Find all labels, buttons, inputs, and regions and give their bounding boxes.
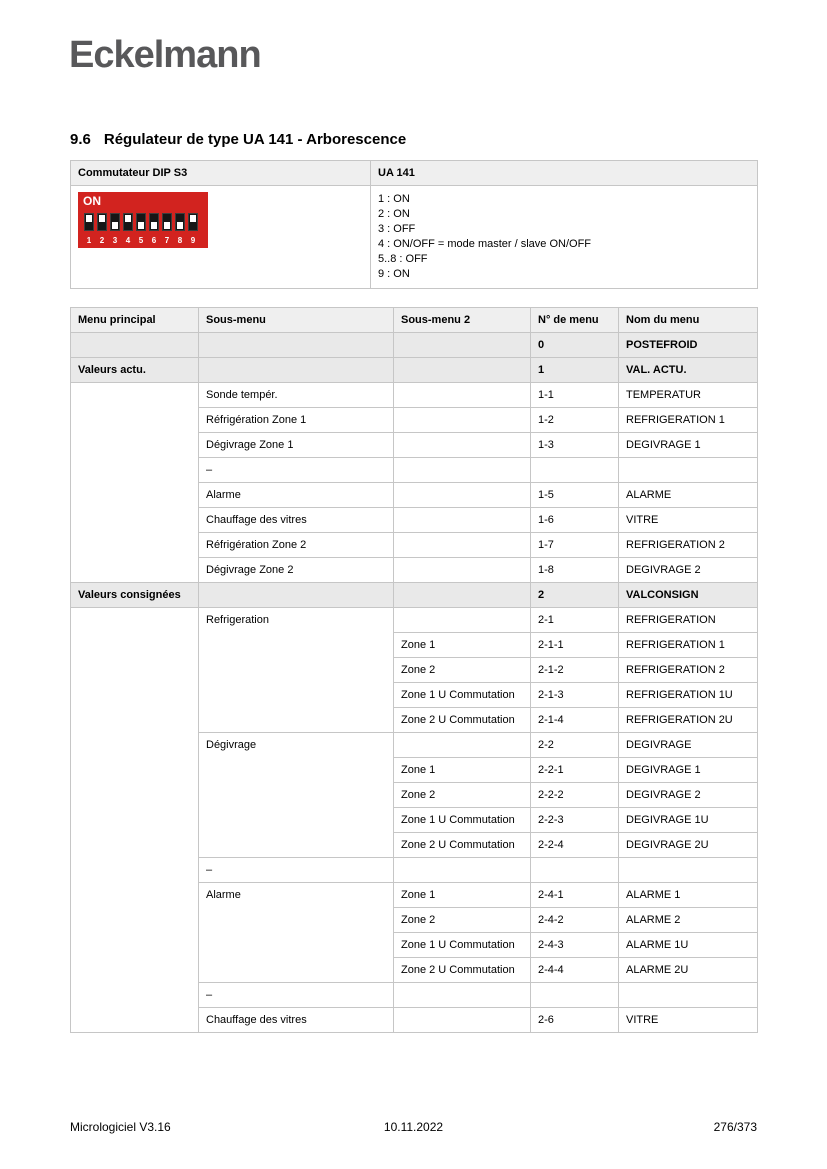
- table-cell: [531, 983, 619, 1008]
- table-cell: 1-5: [531, 483, 619, 508]
- dip-table-header-right: UA 141: [371, 161, 758, 186]
- table-cell: DEGIVRAGE 2U: [619, 833, 758, 858]
- table-cell: REFRIGERATION: [619, 608, 758, 633]
- dip-switch-number: 4: [125, 236, 131, 245]
- dip-switch-number: 6: [151, 236, 157, 245]
- table-row: [71, 358, 758, 383]
- table-cell: [531, 858, 619, 883]
- table-cell: Chauffage des vitres: [199, 1008, 394, 1033]
- table-cell: [394, 558, 531, 583]
- table-cell: [71, 333, 199, 358]
- table-cell: ALARME 1U: [619, 933, 758, 958]
- table-cell: [394, 508, 531, 533]
- table-cell: 0: [531, 333, 619, 358]
- table-cell: VAL. ACTU.: [619, 358, 758, 383]
- dip-switch-off: [136, 213, 146, 231]
- table-cell: DEGIVRAGE 1U: [619, 808, 758, 833]
- table-cell: Zone 2: [394, 783, 531, 808]
- dip-slider: [125, 215, 131, 222]
- dip-setting-line: 4 : ON/OFF = mode master / slave ON/OFF: [378, 238, 592, 250]
- dip-switch-off: [175, 213, 185, 231]
- section-heading: [70, 131, 406, 148]
- table-cell: [394, 483, 531, 508]
- table-cell: ALARME: [619, 483, 758, 508]
- table-cell: 2-2-3: [531, 808, 619, 833]
- dip-switch-row: [84, 213, 203, 231]
- dip-setting-line: 9 : ON: [378, 268, 410, 280]
- table-cell: 1-6: [531, 508, 619, 533]
- dip-switch-off: [149, 213, 159, 231]
- table-cell: ALARME 1: [619, 883, 758, 908]
- dip-table-body-row: [71, 186, 758, 289]
- dip-setting-line: 2 : ON: [378, 208, 410, 220]
- table-cell: 2-1-2: [531, 658, 619, 683]
- table-cell: 1-8: [531, 558, 619, 583]
- dip-switch-numbers: [84, 236, 203, 245]
- table-cell: ALARME 2U: [619, 958, 758, 983]
- table-cell: REFRIGERATION 1U: [619, 683, 758, 708]
- table-cell: [531, 458, 619, 483]
- table-cell: Dégivrage Zone 1: [199, 433, 394, 458]
- table-cell: Zone 1: [394, 883, 531, 908]
- table-cell: 2: [531, 583, 619, 608]
- table-cell: 1-2: [531, 408, 619, 433]
- table-cell: Chauffage des vitres: [199, 508, 394, 533]
- table-cell: TEMPERATUR: [619, 383, 758, 408]
- table-cell: REFRIGERATION 2U: [619, 708, 758, 733]
- menu-table-header-row: [71, 308, 758, 333]
- table-cell: [619, 983, 758, 1008]
- table-cell: [619, 458, 758, 483]
- table-cell: REFRIGERATION 2: [619, 533, 758, 558]
- dip-slider: [151, 222, 157, 229]
- table-cell: Zone 2 U Commutation: [394, 708, 531, 733]
- table-cell: 2-4-4: [531, 958, 619, 983]
- table-cell: 2-1: [531, 608, 619, 633]
- table-cell: [199, 333, 394, 358]
- table-cell: Alarme: [199, 883, 394, 983]
- table-cell: Sonde tempér.: [199, 383, 394, 408]
- dip-switch-off: [110, 213, 120, 231]
- dip-switch-number: 2: [99, 236, 105, 245]
- table-cell: 1: [531, 358, 619, 383]
- table-cell: Zone 2: [394, 908, 531, 933]
- table-cell: [394, 433, 531, 458]
- table-cell: VITRE: [619, 1008, 758, 1033]
- dip-switch-on: [188, 213, 198, 231]
- table-cell: Zone 2: [394, 658, 531, 683]
- dip-switch-number: 1: [86, 236, 92, 245]
- dip-switch-number: 9: [190, 236, 196, 245]
- table-cell: [394, 358, 531, 383]
- dip-switch-graphic: [78, 192, 208, 248]
- table-cell: [394, 333, 531, 358]
- dip-switch-number: 7: [164, 236, 170, 245]
- table-cell: 2-1-3: [531, 683, 619, 708]
- column-header-menu-principal: Menu principal: [71, 308, 199, 333]
- dip-setting-line: 5..8 : OFF: [378, 253, 428, 265]
- dip-slider: [177, 222, 183, 229]
- table-cell: DEGIVRAGE 1: [619, 433, 758, 458]
- table-cell: [394, 408, 531, 433]
- table-cell: 2-6: [531, 1008, 619, 1033]
- column-header-numero-de-menu: N° de menu: [531, 308, 619, 333]
- table-cell: 2-2: [531, 733, 619, 758]
- footer-page-number: 276/373: [713, 1120, 757, 1134]
- dip-setting-line: 3 : OFF: [378, 223, 416, 235]
- table-row: [71, 583, 758, 608]
- table-cell: [394, 583, 531, 608]
- table-cell: Valeurs consignées: [71, 583, 199, 608]
- dip-slider: [86, 215, 92, 222]
- dip-switch-on: [123, 213, 133, 231]
- section-number: 9.6: [70, 131, 91, 148]
- table-cell: Valeurs actu.: [71, 358, 199, 383]
- dip-switch-number: 3: [112, 236, 118, 245]
- table-cell: REFRIGERATION 1: [619, 408, 758, 433]
- table-cell: Zone 2 U Commutation: [394, 958, 531, 983]
- section-title: Régulateur de type UA 141 - Arborescence: [103, 131, 407, 148]
- table-cell: 2-2-4: [531, 833, 619, 858]
- table-cell: POSTEFROID: [619, 333, 758, 358]
- table-cell: Zone 1 U Commutation: [394, 683, 531, 708]
- table-cell: Zone 1: [394, 633, 531, 658]
- table-cell: Dégivrage: [199, 733, 394, 858]
- dip-settings-cell: [371, 186, 758, 289]
- table-cell: [394, 383, 531, 408]
- table-cell: Refrigeration: [199, 608, 394, 733]
- table-cell: 2-1-1: [531, 633, 619, 658]
- table-cell: 1-7: [531, 533, 619, 558]
- table-cell: Alarme: [199, 483, 394, 508]
- dip-switch-off: [162, 213, 172, 231]
- table-cell: 2-2-2: [531, 783, 619, 808]
- table-cell: [199, 583, 394, 608]
- table-cell: VITRE: [619, 508, 758, 533]
- dip-table-header-row: [71, 161, 758, 186]
- company-logo: Eckelmann: [69, 34, 261, 76]
- table-row: [71, 333, 758, 358]
- dip-slider: [190, 215, 196, 222]
- column-header-sous-menu: Sous-menu: [199, 308, 394, 333]
- table-cell: 2-4-3: [531, 933, 619, 958]
- table-cell: [394, 733, 531, 758]
- table-cell: [394, 533, 531, 558]
- table-cell: [71, 383, 199, 583]
- table-cell: Zone 2 U Commutation: [394, 833, 531, 858]
- table-cell: 2-2-1: [531, 758, 619, 783]
- table-cell: [199, 358, 394, 383]
- table-cell: 1-1: [531, 383, 619, 408]
- table-row: [71, 608, 758, 633]
- dip-slider: [99, 215, 105, 222]
- dip-table-header-left: Commutateur DIP S3: [71, 161, 371, 186]
- table-cell: Zone 1: [394, 758, 531, 783]
- dip-slider: [112, 222, 118, 229]
- dip-switch-on: [97, 213, 107, 231]
- dip-switch-number: 8: [177, 236, 183, 245]
- table-cell: Réfrigération Zone 2: [199, 533, 394, 558]
- table-cell: Réfrigération Zone 1: [199, 408, 394, 433]
- dip-settings-lines: [378, 192, 750, 282]
- table-cell: 2-1-4: [531, 708, 619, 733]
- table-cell: Dégivrage Zone 2: [199, 558, 394, 583]
- footer-date: 10.11.2022: [383, 1120, 444, 1134]
- table-cell: –: [199, 983, 394, 1008]
- dip-switch-number: 5: [138, 236, 144, 245]
- dip-setting-line: 1 : ON: [378, 193, 410, 205]
- table-cell: [394, 1008, 531, 1033]
- menu-tree-table: [70, 307, 758, 1033]
- dip-switch-cell: [71, 186, 371, 289]
- table-cell: DEGIVRAGE 2: [619, 558, 758, 583]
- table-cell: [394, 458, 531, 483]
- table-cell: [619, 858, 758, 883]
- table-cell: [394, 983, 531, 1008]
- dip-switch-table: [70, 160, 758, 289]
- dip-on-label: ON: [83, 194, 101, 208]
- table-cell: [394, 608, 531, 633]
- table-cell: DEGIVRAGE 2: [619, 783, 758, 808]
- table-cell: DEGIVRAGE: [619, 733, 758, 758]
- table-cell: Zone 1 U Commutation: [394, 808, 531, 833]
- table-cell: Zone 1 U Commutation: [394, 933, 531, 958]
- table-row: [71, 383, 758, 408]
- menu-table-body: [71, 333, 758, 1033]
- dip-slider: [164, 222, 170, 229]
- dip-switch-on: [84, 213, 94, 231]
- column-header-sous-menu-2: Sous-menu 2: [394, 308, 531, 333]
- table-cell: REFRIGERATION 2: [619, 658, 758, 683]
- table-cell: VALCONSIGN: [619, 583, 758, 608]
- table-cell: –: [199, 458, 394, 483]
- table-cell: –: [199, 858, 394, 883]
- table-cell: 2-4-1: [531, 883, 619, 908]
- table-cell: 1-3: [531, 433, 619, 458]
- footer-firmware-version: Micrologiciel V3.16: [70, 1120, 171, 1134]
- table-cell: 2-4-2: [531, 908, 619, 933]
- table-cell: DEGIVRAGE 1: [619, 758, 758, 783]
- table-cell: [71, 608, 199, 1033]
- dip-slider: [138, 222, 144, 229]
- table-cell: REFRIGERATION 1: [619, 633, 758, 658]
- table-cell: ALARME 2: [619, 908, 758, 933]
- column-header-nom-du-menu: Nom du menu: [619, 308, 758, 333]
- table-cell: [394, 858, 531, 883]
